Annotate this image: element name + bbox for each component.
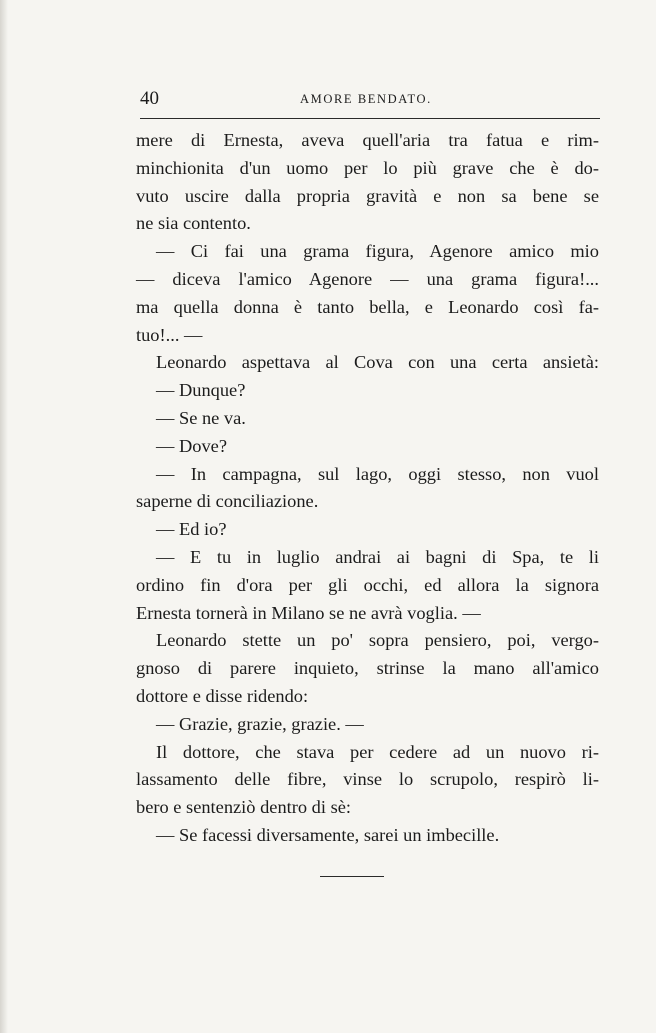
text-line: Ernesta tornerà in Milano se ne avrà voglia. — bbox=[136, 602, 481, 623]
text-line: ne sia contento. bbox=[136, 213, 251, 234]
text-line: ordino fin d'ora per gli occhi, ed allora la signora bbox=[136, 574, 599, 595]
text-line: — Dove? bbox=[156, 435, 227, 456]
text-line: gnoso di parere inquieto, strinse la mano all'amico bbox=[136, 658, 599, 679]
text-line: — Se ne va. bbox=[156, 407, 246, 428]
running-head bbox=[140, 86, 600, 116]
text-line: — E tu in luglio andrai ai bagni di Spa, te li bbox=[156, 546, 599, 567]
text-line: — Se facessi diversamente, sarei un imbecille. bbox=[156, 824, 500, 845]
text-line: Leonardo aspettava al Cova con una certa ansietà: bbox=[156, 352, 599, 373]
text-line: ma quella donna è tanto bella, e Leonardo così fa- bbox=[136, 296, 599, 317]
text-line: minchionita d'un uomo per lo più grave che è do- bbox=[136, 157, 599, 178]
text-line: tuo!... — bbox=[136, 324, 203, 345]
text-line: Il dottore, che stava per cedere ad un nuovo ri- bbox=[156, 741, 599, 762]
text-line: lassamento delle fibre, vinse lo scrupolo, respirò li- bbox=[136, 769, 599, 790]
text-line: — Dunque? bbox=[156, 380, 246, 401]
text-line: — Ed io? bbox=[156, 519, 227, 540]
body-text bbox=[136, 127, 599, 850]
text-line: dottore e disse ridendo: bbox=[136, 685, 309, 706]
page-number: 40 bbox=[140, 88, 159, 109]
text-line: — In campagna, sul lago, oggi stesso, non vuol bbox=[156, 463, 599, 484]
end-rule bbox=[320, 876, 384, 877]
text-line: — Grazie, grazie, grazie. — bbox=[156, 713, 364, 734]
text-line: bero e sentenziò dentro di sè: bbox=[136, 797, 351, 818]
text-line: mere di Ernesta, aveva quell'aria tra fatua e rim- bbox=[136, 130, 599, 150]
running-title: AMORE BENDATO. bbox=[300, 92, 432, 106]
text-line: saperne di conciliazione. bbox=[136, 491, 319, 512]
binding-edge bbox=[0, 0, 8, 1033]
text-line: vuto uscire dalla propria gravità e non sa bene se bbox=[136, 185, 599, 206]
text-line: — diceva l'amico Agenore — una grama figura!... bbox=[136, 268, 599, 289]
text-line: Leonardo stette un po' sopra pensiero, poi, vergo- bbox=[156, 630, 599, 651]
text-line: — Ci fai una grama figura, Agenore amico mio bbox=[156, 241, 599, 262]
header-rule bbox=[140, 118, 600, 119]
